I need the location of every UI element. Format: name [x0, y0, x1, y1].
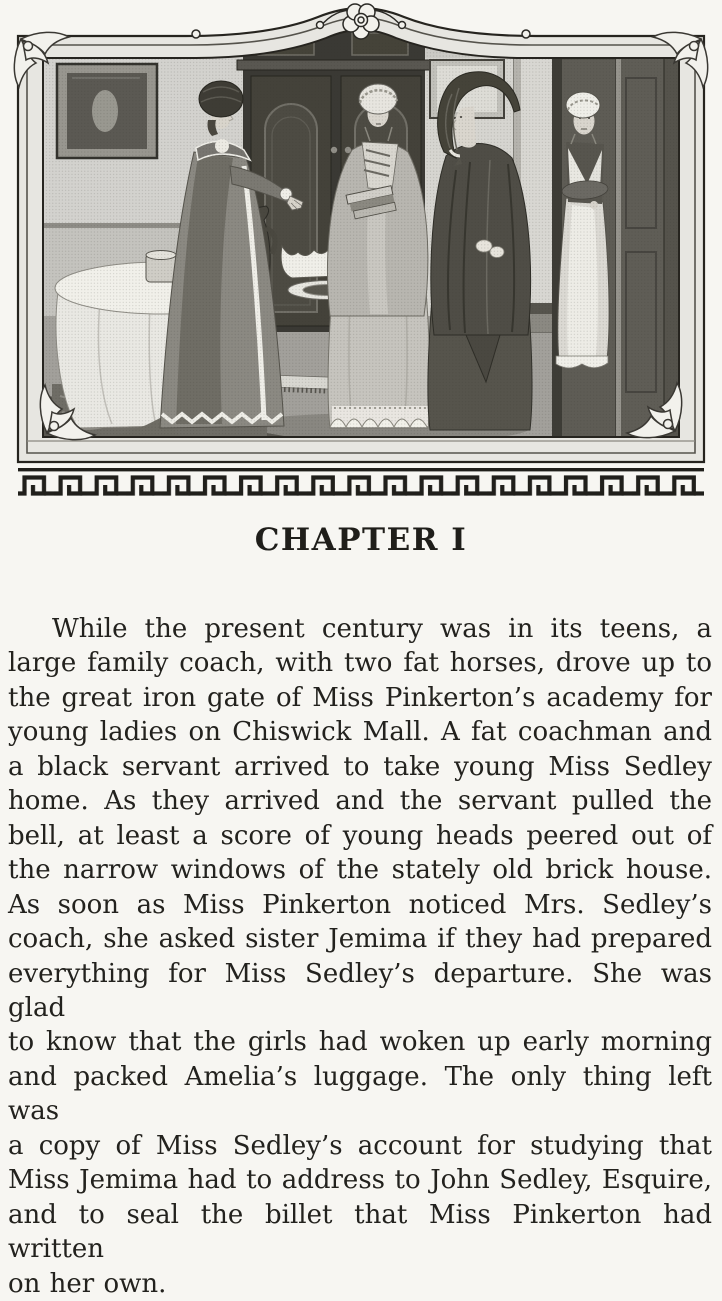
paragraph-line: home. As they arrived and the servant pulled the: [8, 786, 712, 817]
paragraph-line: and packed Amelia’s luggage. The only thing left was: [8, 1061, 712, 1127]
paragraph-line: and to seal the billet that Miss Pinkerton had written: [8, 1199, 712, 1265]
paragraph-line: a copy of Miss Sedley’s account for studying that: [8, 1130, 712, 1161]
chapter-illustration: [0, 0, 722, 466]
greek-key-band: [18, 468, 704, 500]
illustration-engraving: [0, 0, 722, 466]
paragraph-line: While the present century was in its teens, a: [52, 614, 712, 644]
engraving-scene: [43, 28, 679, 443]
paragraph-line: everything for Miss Sedley’s departure. She was glad: [8, 958, 712, 1023]
paragraph-line: young ladies on Chiswick Mall. A fat coachman and: [8, 717, 712, 748]
paragraph-line: the great iron gate of Miss Pinkerton’s academy for: [8, 682, 712, 713]
chapter-heading: CHAPTER I: [254, 522, 468, 558]
paragraph-line: Miss Jemima had to address to John Sedley, Esquire,: [8, 1165, 712, 1196]
paragraph-line: large family coach, with two fat horses, drove up to: [8, 648, 712, 679]
paragraph-line: bell, at least a score of young heads peered out of: [8, 820, 712, 851]
paragraph-line: As soon as Miss Pinkerton noticed Mrs. Sedley’s: [8, 889, 712, 920]
paragraph-line: to know that the girls had woken up early morning: [8, 1027, 712, 1058]
halftone-overlay: [43, 28, 679, 438]
paragraph-line: coach, she asked sister Jemima if they had prepared: [8, 924, 712, 955]
greek-key-divider: [18, 468, 704, 500]
paragraph-line: the narrow windows of the stately old brick house.: [8, 855, 712, 886]
paragraph-line: a black servant arrived to take young Miss Sedley: [8, 751, 712, 782]
paragraph-line: on her own.: [8, 1268, 167, 1299]
